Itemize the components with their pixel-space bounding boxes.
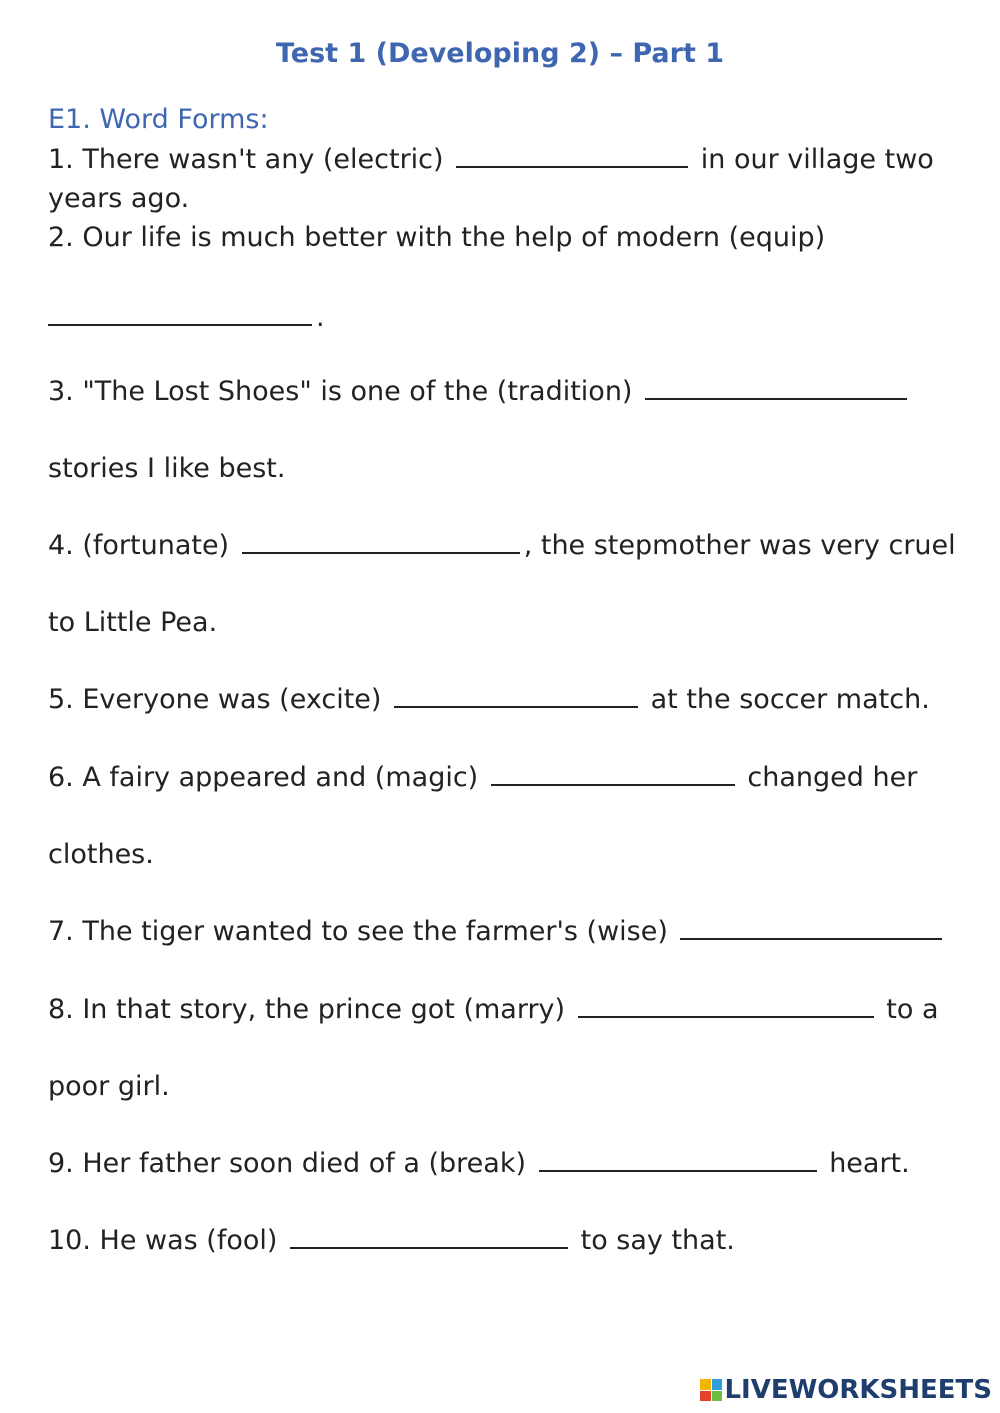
question-1-text: 1. There wasn't any (electric)	[48, 144, 444, 175]
question-8-text-end: to a	[886, 994, 939, 1025]
answer-blank-3[interactable]	[645, 376, 907, 400]
question-3	[48, 374, 911, 410]
question-10	[48, 1223, 735, 1259]
logo-square-3	[700, 1391, 711, 1402]
question-1-text-end: in our village two	[700, 144, 934, 175]
question-1-continued: years ago.	[48, 183, 190, 214]
logo-square-2	[712, 1379, 723, 1390]
question-2-answer-line	[48, 300, 325, 336]
answer-blank-5[interactable]	[394, 684, 638, 708]
question-9-text: 9. Her father soon died of a (break)	[48, 1148, 526, 1179]
question-6	[48, 760, 917, 796]
question-6-text: 6. A fairy appeared and (magic)	[48, 762, 479, 793]
brand-footer[interactable]	[700, 1375, 992, 1405]
question-4-text-end: , the stepmother was very cruel	[523, 530, 956, 561]
answer-blank-4[interactable]	[242, 530, 520, 554]
question-9	[48, 1146, 910, 1182]
logo-square-4	[712, 1391, 723, 1402]
question-6-continued: clothes.	[48, 839, 154, 870]
answer-blank-1[interactable]	[456, 144, 688, 168]
question-5	[48, 682, 930, 718]
logo-square-1	[700, 1379, 711, 1390]
question-4-text: 4. (fortunate)	[48, 530, 230, 561]
answer-blank-2[interactable]	[48, 302, 312, 326]
question-8-continued: poor girl.	[48, 1071, 170, 1102]
question-10-text: 10. He was (fool)	[48, 1225, 278, 1256]
question-3-text: 3. "The Lost Shoes" is one of the (tradition)	[48, 376, 633, 407]
brand-name: LIVEWORKSHEETS	[724, 1375, 992, 1405]
answer-blank-8[interactable]	[578, 994, 874, 1018]
question-4	[48, 528, 956, 564]
question-2-text: 2. Our life is much better with the help of modern (equip)	[48, 222, 826, 253]
answer-blank-7[interactable]	[680, 916, 942, 940]
answer-blank-6[interactable]	[491, 762, 735, 786]
question-8-text: 8. In that story, the prince got (marry)	[48, 994, 566, 1025]
liveworksheets-logo-icon	[700, 1379, 722, 1401]
question-5-text-end: at the soccer match.	[650, 684, 930, 715]
question-5-text: 5. Everyone was (excite)	[48, 684, 382, 715]
question-4-continued: to Little Pea.	[48, 607, 218, 638]
question-6-text-end: changed her	[747, 762, 918, 793]
question-3-continued: stories I like best.	[48, 453, 286, 484]
question-1	[48, 142, 934, 178]
question-9-text-end: heart.	[829, 1148, 910, 1179]
question-7	[48, 914, 946, 950]
question-8	[48, 992, 938, 1028]
question-10-text-end: to say that.	[580, 1225, 735, 1256]
answer-blank-9[interactable]	[539, 1148, 817, 1172]
question-2-period: .	[316, 302, 325, 333]
answer-blank-10[interactable]	[290, 1225, 568, 1249]
page-title: Test 1 (Developing 2) – Part 1	[275, 38, 725, 69]
question-7-text: 7. The tiger wanted to see the farmer's (wise)	[48, 916, 668, 947]
section-heading: E1. Word Forms:	[48, 104, 269, 135]
question-2	[48, 220, 825, 256]
